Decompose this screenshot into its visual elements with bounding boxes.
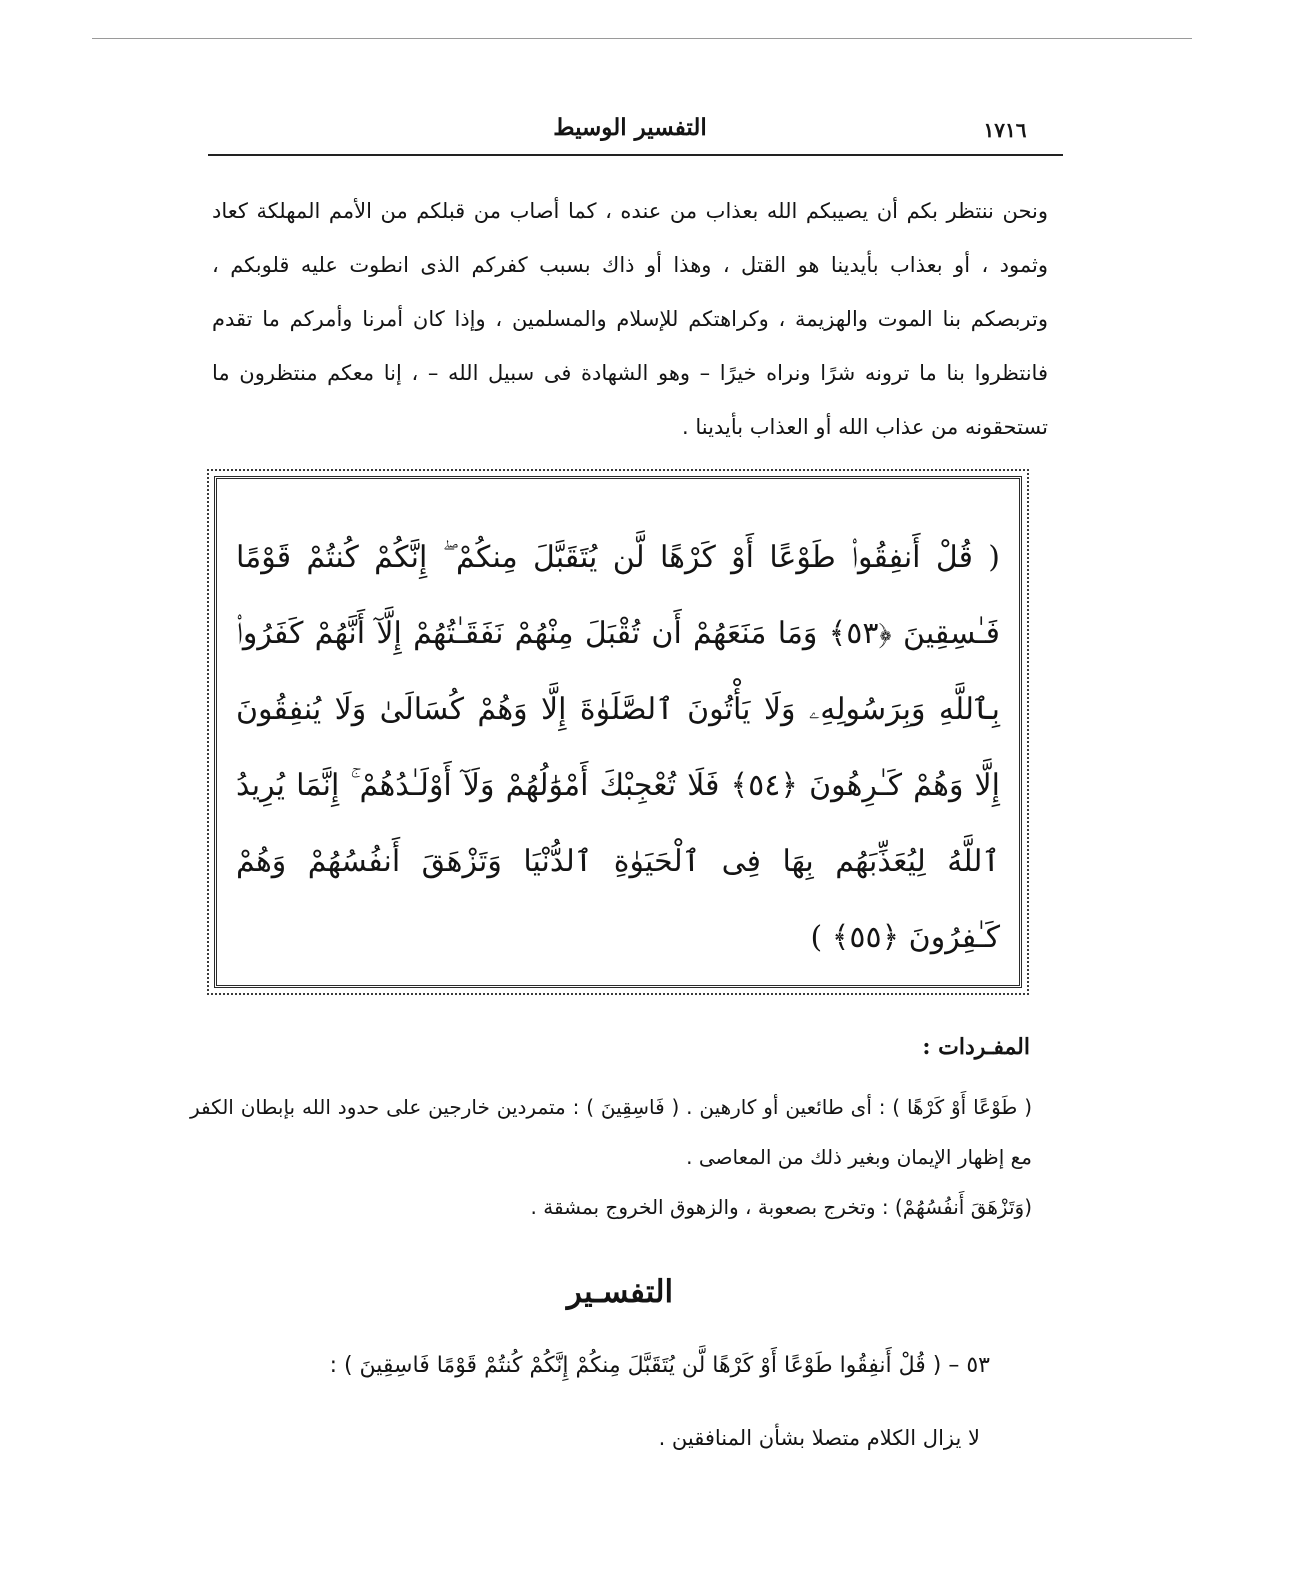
header-rule (208, 154, 1063, 156)
vocabulary-heading: المفـردات : (922, 1034, 1030, 1060)
vocabulary-definitions: ( طَوْعًا أَوْ كَرْهًا ) : أى طائعين أو كارهين . ( فَاسِقِينَ ) : متمردين خارجين على حدود الله بإبطان الكفر مع إظهار الإيمان وبغير ذلك من المعاصى . (وَتَزْهَقَ أَنفُسُهُمْ) : وتخرج بصعوبة ، والزهوق الخروج بمشقة . (190, 1095, 1032, 1219)
page-number: ١٧١٦ (983, 118, 1027, 142)
running-title: التفسير الوسيط (553, 114, 707, 141)
commentary-heading: التفسـير (566, 1274, 674, 1310)
quran-verses: ( قُلْ أَنفِقُوا۟ طَوْعًا أَوْ كَرْهًا لَّن يُتَقَبَّلَ مِنكُمْ ۖ إِنَّكُمْ كُنتُمْ قَوْمًا فَـٰسِقِينَ ﴿٥٣﴾ وَمَا مَنَعَهُمْ أَن تُقْبَلَ مِنْهُمْ نَفَقَـٰتُهُمْ إِلَّآ أَنَّهُمْ كَفَرُوا۟ بِٱللَّهِ وَبِرَسُولِهِۦ وَلَا يَأْتُونَ ٱلصَّلَوٰةَ إِلَّا وَهُمْ كُسَالَىٰ وَلَا يُنفِقُونَ إِلَّا وَهُمْ كَـٰرِهُونَ ﴿٥٤﴾ فَلَا تُعْجِبْكَ أَمْوَٰلُهُمْ وَلَآ أَوْلَـٰدُهُمْ ۚ إِنَّمَا يُرِيدُ ٱللَّهُ لِيُعَذِّبَهُم بِهَا فِى ٱلْحَيَوٰةِ ٱلدُّنْيَا وَتَزْهَقَ أَنفُسُهُمْ وَهُمْ كَـٰفِرُونَ ﴿٥٥﴾ ) (236, 540, 1000, 955)
commentary-verse-line: ٥٣ – ( قُلْ أَنفِقُوا طَوْعًا أَوْ كَرْهًا لَّن يُتَقَبَّلَ مِنكُمْ إِنَّكُمْ كُنتُمْ قَوْمًا فَاسِقِينَ ) : (329, 1353, 990, 1378)
commentary-text: لا يزال الكلام متصلا بشأن المنافقين . (658, 1426, 980, 1450)
intro-paragraph: ونحن ننتظر بكم أن يصيبكم الله بعذاب من عنده ، كما أصاب من قبلكم من الأمم المهلكة كعاد وثمود ، أو بعذاب بأيدينا هو القتل ، وهذا أو ذاك بسبب كفركم الذى انطوت عليه قلوبكم ، وتربصكم بنا الموت والهزيمة ، وكراهتكم للإسلام والمسلمين ، وإذا كان أمرنا وأمركم ما تقدم فانتظروا بنا ما ترونه شرًا ونراه خيرًا – وهو الشهادة فى سبيل الله – ، إنا معكم منتظرون ما تستحقونه من عذاب الله أو العذاب بأيدينا . (212, 199, 1048, 439)
scan-edge-line (92, 38, 1192, 39)
